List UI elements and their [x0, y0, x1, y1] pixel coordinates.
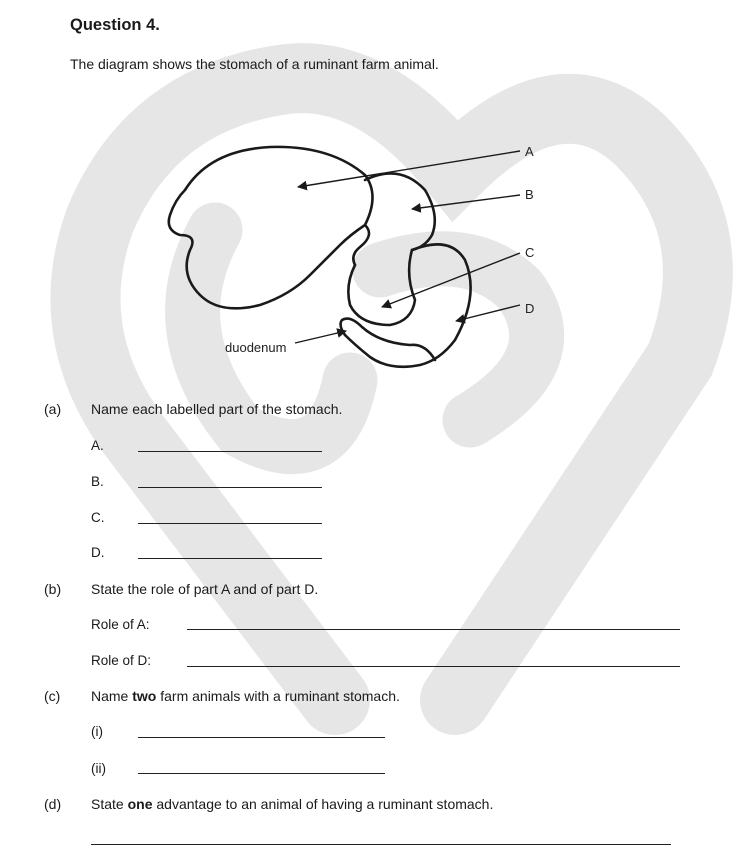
answer-line-d[interactable]	[138, 558, 322, 559]
part-a-item-d: D.	[91, 545, 105, 560]
answer-line-ii[interactable]	[138, 773, 385, 774]
label-a: A	[525, 144, 534, 159]
role-a-answer-line[interactable]	[187, 629, 680, 630]
omasum-outline	[348, 250, 415, 325]
reticulum-outline	[365, 173, 435, 250]
rumen-outline	[169, 147, 373, 308]
part-a-prompt: Name each labelled part of the stomach.	[91, 401, 343, 417]
stomach-diagram	[150, 135, 550, 380]
answer-line-i[interactable]	[138, 737, 385, 738]
answer-line-c[interactable]	[138, 523, 322, 524]
part-c-item-ii: (ii)	[91, 761, 106, 776]
part-c-label: (c)	[44, 688, 61, 704]
role-d-label: Role of D:	[91, 653, 152, 668]
part-a-item-a: A.	[91, 438, 104, 453]
answer-line-a[interactable]	[138, 451, 322, 452]
role-d-answer-line[interactable]	[187, 666, 680, 667]
part-b-label: (b)	[44, 581, 62, 597]
question-intro: The diagram shows the stomach of a ruminant farm animal.	[70, 56, 439, 72]
question-title: Question 4.	[70, 16, 160, 34]
answer-line-b[interactable]	[138, 487, 322, 488]
part-a-label: (a)	[44, 401, 62, 417]
label-b: B	[525, 187, 534, 202]
part-c-prompt: Name two farm animals with a ruminant stomach.	[91, 688, 400, 704]
label-duodenum: duodenum	[225, 340, 287, 355]
part-a-item-c: C.	[91, 510, 105, 525]
part-d-prompt: State one advantage to an animal of having a ruminant stomach.	[91, 796, 494, 812]
part-d-label: (d)	[44, 796, 62, 812]
label-c: C	[525, 245, 535, 260]
arrow-c	[382, 253, 520, 307]
part-c-item-i: (i)	[91, 724, 103, 739]
abomasum-outline	[345, 244, 471, 366]
arrow-duodenum	[295, 331, 346, 343]
role-a-label: Role of A:	[91, 617, 150, 632]
part-d-answer-line[interactable]	[91, 844, 671, 845]
part-a-item-b: B.	[91, 474, 104, 489]
label-d: D	[525, 301, 535, 316]
part-b-prompt: State the role of part A and of part D.	[91, 581, 319, 597]
